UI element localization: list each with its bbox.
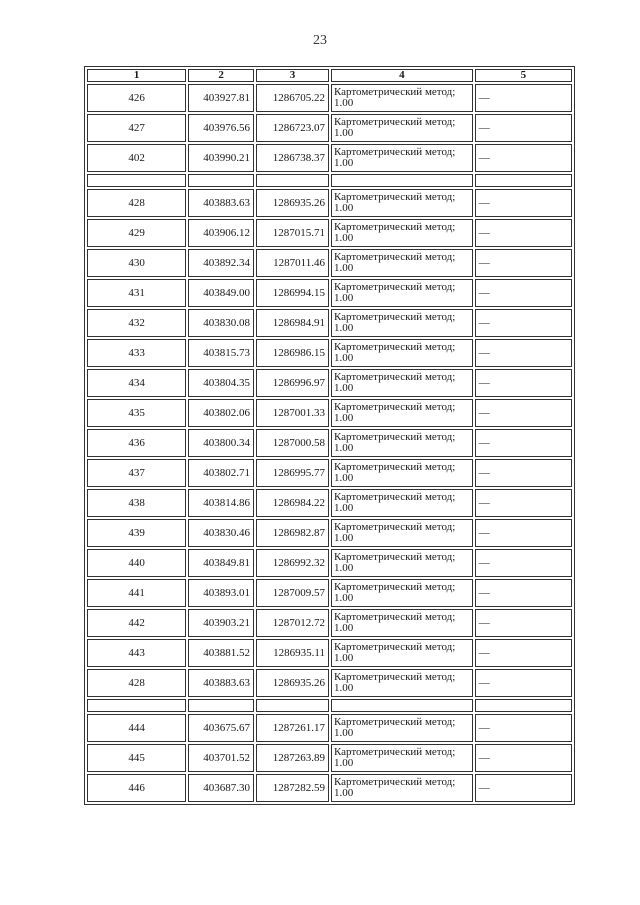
table-row: [87, 489, 572, 517]
x-coordinate-cell: 403830.08: [188, 309, 254, 337]
x-coordinate-cell: 403927.81: [188, 84, 254, 112]
x-coordinate-cell: 403675.67: [188, 714, 254, 742]
x-coordinate-cell: 403906.12: [188, 219, 254, 247]
description-cell: —: [475, 744, 572, 772]
description-cell: —: [475, 609, 572, 637]
point-number-cell: 436: [87, 429, 186, 457]
point-number-cell: 433: [87, 339, 186, 367]
x-coordinate-cell: 403883.63: [188, 189, 254, 217]
description-cell: —: [475, 519, 572, 547]
table-row: [87, 279, 572, 307]
x-coordinate-cell: 403814.86: [188, 489, 254, 517]
x-coordinate-cell: 403802.71: [188, 459, 254, 487]
y-coordinate-cell: 1286982.87: [256, 519, 329, 547]
method-cell: [331, 174, 473, 187]
method-cell: Картометрический метод; 1.00: [331, 714, 473, 742]
description-cell: —: [475, 279, 572, 307]
table-row: [87, 339, 572, 367]
point-number-cell: 438: [87, 489, 186, 517]
y-coordinate-cell: 1286935.26: [256, 189, 329, 217]
method-cell: Картометрический метод; 1.00: [331, 459, 473, 487]
method-cell: Картометрический метод; 1.00: [331, 489, 473, 517]
y-coordinate-cell: 1287012.72: [256, 609, 329, 637]
point-number-cell: 429: [87, 219, 186, 247]
point-number-cell: 430: [87, 249, 186, 277]
x-coordinate-cell: [188, 699, 254, 712]
method-cell: Картометрический метод; 1.00: [331, 144, 473, 172]
description-cell: —: [475, 714, 572, 742]
method-cell: Картометрический метод; 1.00: [331, 219, 473, 247]
table-row: [87, 249, 572, 277]
x-coordinate-cell: 403893.01: [188, 579, 254, 607]
table-row: [87, 549, 572, 577]
table-row: [87, 369, 572, 397]
point-number-cell: 427: [87, 114, 186, 142]
y-coordinate-cell: 1287001.33: [256, 399, 329, 427]
y-coordinate-cell: 1286984.22: [256, 489, 329, 517]
description-cell: —: [475, 774, 572, 802]
x-coordinate-cell: 403800.34: [188, 429, 254, 457]
description-cell: —: [475, 219, 572, 247]
y-coordinate-cell: 1286986.15: [256, 339, 329, 367]
x-coordinate-cell: 403892.34: [188, 249, 254, 277]
x-coordinate-cell: 403903.21: [188, 609, 254, 637]
coordinates-table: [84, 66, 575, 805]
y-coordinate-cell: 1286723.07: [256, 114, 329, 142]
table-row: [87, 744, 572, 772]
y-coordinate-cell: 1287000.58: [256, 429, 329, 457]
point-number-cell: [87, 699, 186, 712]
y-coordinate-cell: 1287282.59: [256, 774, 329, 802]
method-cell: Картометрический метод; 1.00: [331, 309, 473, 337]
point-number-cell: 428: [87, 669, 186, 697]
separator-row: [87, 699, 572, 712]
method-cell: Картометрический метод; 1.00: [331, 189, 473, 217]
description-cell: —: [475, 459, 572, 487]
y-coordinate-cell: 1286984.91: [256, 309, 329, 337]
separator-row: [87, 174, 572, 187]
table-row: [87, 144, 572, 172]
x-coordinate-cell: 403990.21: [188, 144, 254, 172]
description-cell: —: [475, 489, 572, 517]
y-coordinate-cell: [256, 174, 329, 187]
table-row: [87, 114, 572, 142]
x-coordinate-cell: 403802.06: [188, 399, 254, 427]
point-number-cell: 442: [87, 609, 186, 637]
table-row: [87, 399, 572, 427]
method-cell: Картометрический метод; 1.00: [331, 429, 473, 457]
description-cell: —: [475, 639, 572, 667]
method-cell: Картометрический метод; 1.00: [331, 279, 473, 307]
point-number-cell: 444: [87, 714, 186, 742]
point-number-cell: 441: [87, 579, 186, 607]
description-cell: —: [475, 549, 572, 577]
x-coordinate-cell: 403815.73: [188, 339, 254, 367]
point-number-cell: 428: [87, 189, 186, 217]
description-cell: —: [475, 429, 572, 457]
point-number-cell: [87, 174, 186, 187]
y-coordinate-cell: 1287015.71: [256, 219, 329, 247]
method-cell: Картометрический метод; 1.00: [331, 249, 473, 277]
method-cell: [331, 699, 473, 712]
column-header-5: 5: [475, 69, 572, 82]
point-number-cell: 431: [87, 279, 186, 307]
table-row: [87, 84, 572, 112]
y-coordinate-cell: 1287261.17: [256, 714, 329, 742]
description-cell: —: [475, 669, 572, 697]
method-cell: Картометрический метод; 1.00: [331, 369, 473, 397]
table-row: [87, 774, 572, 802]
description-cell: —: [475, 114, 572, 142]
y-coordinate-cell: 1287011.46: [256, 249, 329, 277]
description-cell: —: [475, 144, 572, 172]
x-coordinate-cell: 403883.63: [188, 669, 254, 697]
method-cell: Картометрический метод; 1.00: [331, 399, 473, 427]
y-coordinate-cell: 1287009.57: [256, 579, 329, 607]
y-coordinate-cell: 1286738.37: [256, 144, 329, 172]
method-cell: Картометрический метод; 1.00: [331, 579, 473, 607]
y-coordinate-cell: [256, 699, 329, 712]
table-row: [87, 429, 572, 457]
method-cell: Картометрический метод; 1.00: [331, 339, 473, 367]
table-row: [87, 669, 572, 697]
description-cell: —: [475, 339, 572, 367]
method-cell: Картометрический метод; 1.00: [331, 114, 473, 142]
description-cell: [475, 174, 572, 187]
x-coordinate-cell: 403804.35: [188, 369, 254, 397]
table-row: [87, 219, 572, 247]
description-cell: —: [475, 369, 572, 397]
description-cell: [475, 699, 572, 712]
x-coordinate-cell: 403830.46: [188, 519, 254, 547]
point-number-cell: 446: [87, 774, 186, 802]
point-number-cell: 439: [87, 519, 186, 547]
point-number-cell: 437: [87, 459, 186, 487]
point-number-cell: 435: [87, 399, 186, 427]
method-cell: Картометрический метод; 1.00: [331, 669, 473, 697]
table-row: [87, 714, 572, 742]
x-coordinate-cell: [188, 174, 254, 187]
description-cell: —: [475, 399, 572, 427]
description-cell: —: [475, 84, 572, 112]
page-number: 23: [313, 33, 327, 48]
column-header-3: 3: [256, 69, 329, 82]
table-row: [87, 639, 572, 667]
table-row: [87, 309, 572, 337]
point-number-cell: 443: [87, 639, 186, 667]
method-cell: Картометрический метод; 1.00: [331, 609, 473, 637]
point-number-cell: 402: [87, 144, 186, 172]
table-row: [87, 189, 572, 217]
point-number-cell: 426: [87, 84, 186, 112]
description-cell: —: [475, 189, 572, 217]
x-coordinate-cell: 403849.81: [188, 549, 254, 577]
column-header-4: 4: [331, 69, 473, 82]
point-number-cell: 445: [87, 744, 186, 772]
y-coordinate-cell: 1287263.89: [256, 744, 329, 772]
point-number-cell: 440: [87, 549, 186, 577]
table-body: [87, 84, 572, 802]
y-coordinate-cell: 1286935.11: [256, 639, 329, 667]
method-cell: Картометрический метод; 1.00: [331, 744, 473, 772]
description-cell: —: [475, 309, 572, 337]
point-number-cell: 434: [87, 369, 186, 397]
table-header-row: [87, 69, 572, 82]
table-row: [87, 579, 572, 607]
table-row: [87, 609, 572, 637]
point-number-cell: 432: [87, 309, 186, 337]
description-cell: —: [475, 579, 572, 607]
y-coordinate-cell: 1286996.97: [256, 369, 329, 397]
table-row: [87, 459, 572, 487]
method-cell: Картометрический метод; 1.00: [331, 774, 473, 802]
method-cell: Картометрический метод; 1.00: [331, 549, 473, 577]
y-coordinate-cell: 1286705.22: [256, 84, 329, 112]
column-header-2: 2: [188, 69, 254, 82]
method-cell: Картометрический метод; 1.00: [331, 519, 473, 547]
description-cell: —: [475, 249, 572, 277]
x-coordinate-cell: 403701.52: [188, 744, 254, 772]
method-cell: Картометрический метод; 1.00: [331, 84, 473, 112]
x-coordinate-cell: 403976.56: [188, 114, 254, 142]
y-coordinate-cell: 1286995.77: [256, 459, 329, 487]
x-coordinate-cell: 403849.00: [188, 279, 254, 307]
y-coordinate-cell: 1286992.32: [256, 549, 329, 577]
y-coordinate-cell: 1286935.26: [256, 669, 329, 697]
column-header-1: 1: [87, 69, 186, 82]
x-coordinate-cell: 403881.52: [188, 639, 254, 667]
x-coordinate-cell: 403687.30: [188, 774, 254, 802]
table-row: [87, 519, 572, 547]
method-cell: Картометрический метод; 1.00: [331, 639, 473, 667]
y-coordinate-cell: 1286994.15: [256, 279, 329, 307]
